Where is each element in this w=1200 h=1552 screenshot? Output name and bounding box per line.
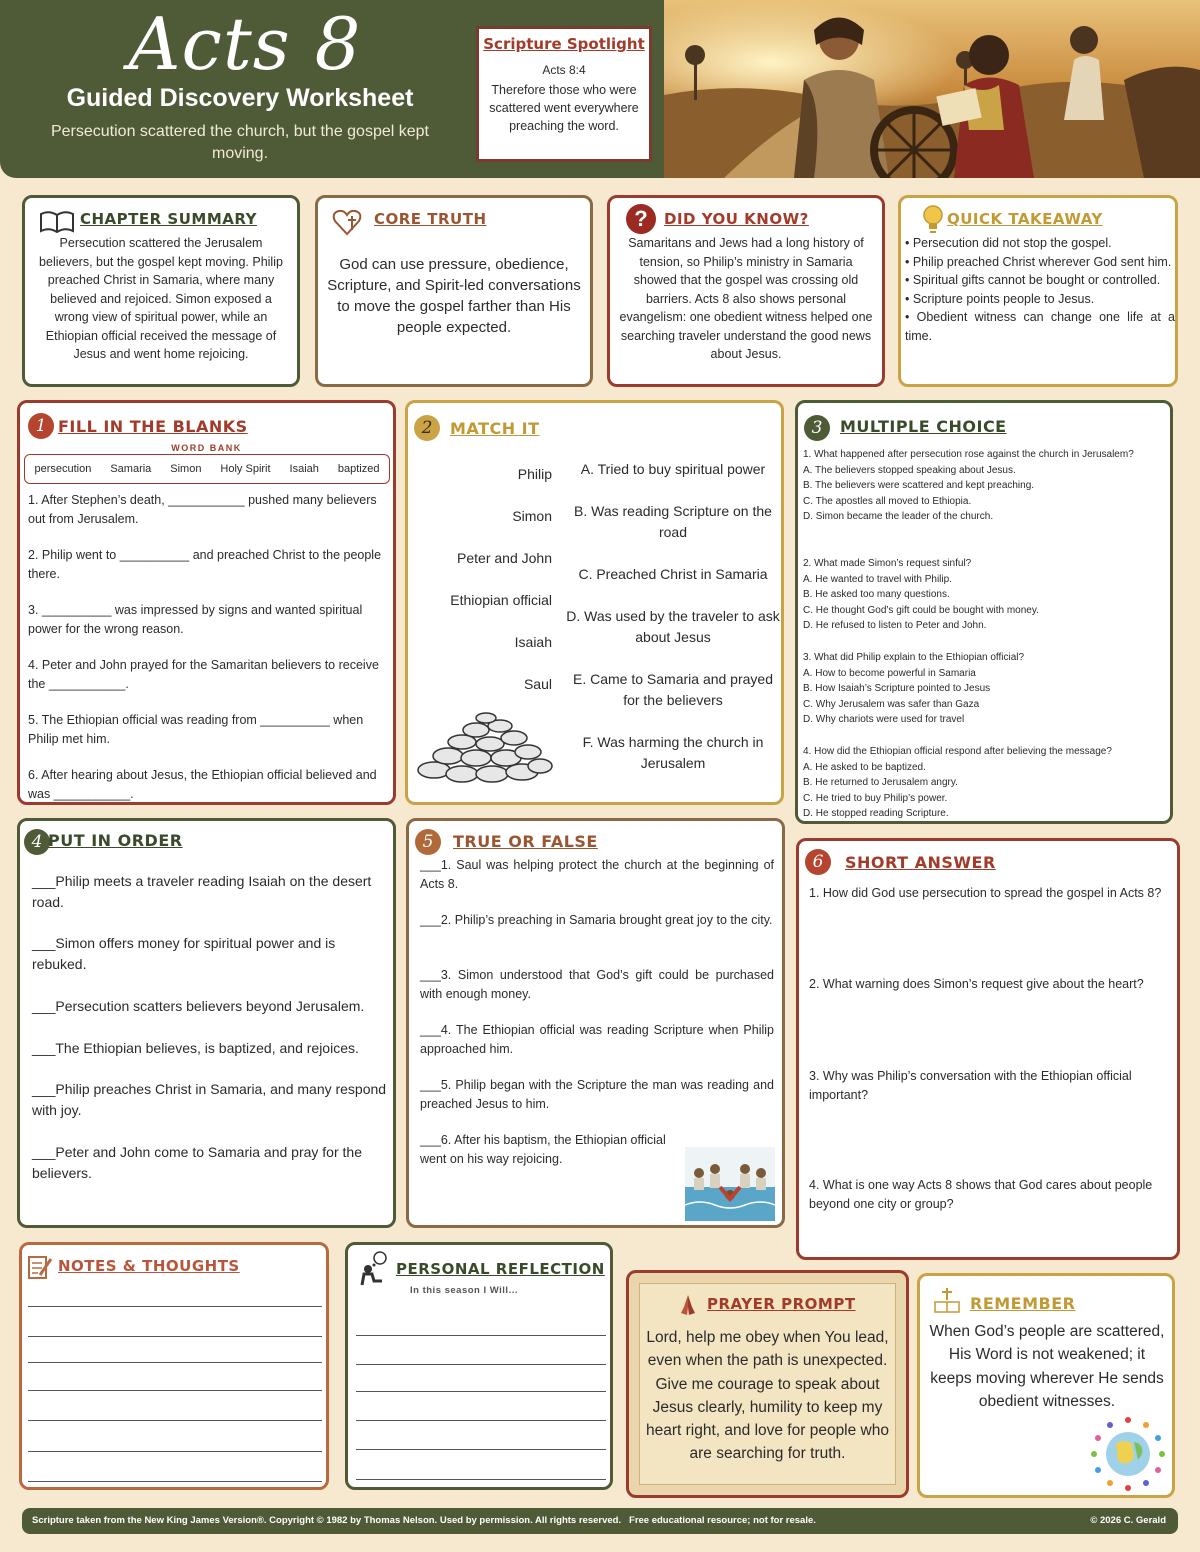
true-or-false-card bbox=[406, 818, 785, 1228]
header-banner bbox=[0, 0, 664, 178]
fill-blank-item[interactable]: 2. Philip went to __________ and preached Christ to the people there. bbox=[28, 548, 382, 581]
notes-line[interactable] bbox=[28, 1306, 322, 1307]
true-or-false-title: TRUE OR FALSE bbox=[453, 832, 598, 851]
spotlight-verse: Therefore those who were scattered went everywhere preaching the word. bbox=[489, 83, 639, 133]
word-bank-item: baptized bbox=[337, 463, 380, 475]
notes-line[interactable] bbox=[28, 1451, 322, 1452]
mc-option[interactable]: B. He asked too many questions. bbox=[803, 589, 950, 601]
word-bank-item: Isaiah bbox=[289, 463, 319, 475]
match-right-column bbox=[564, 459, 782, 774]
match-right-item[interactable]: D. Was used by the traveler to ask about Jesus bbox=[566, 608, 780, 645]
baptism-illustration bbox=[685, 1147, 775, 1226]
core-truth-card bbox=[315, 195, 593, 387]
did-you-know-text: Samaritans and Jews had a long history of tension, so Philip’s ministry in Samaria showed that the gospel was crossing old barriers. Acts 8 also shows personal evangelism: one obedient witness helped one searching traveler understand the good news about Jesus. bbox=[619, 236, 873, 361]
fill-blank-item[interactable]: 1. After Stephen’s death, ___________ pushed many believers out from Jerusalem. bbox=[28, 493, 377, 526]
world-people-circle-illustration bbox=[1088, 1414, 1168, 1499]
reflection-line[interactable] bbox=[356, 1335, 606, 1336]
mc-option[interactable]: A. How to become powerful in Samaria bbox=[803, 667, 976, 679]
order-item[interactable]: ___The Ethiopian believes, is baptized, and rejoices. bbox=[32, 1040, 359, 1056]
match-right-item[interactable]: B. Was reading Scripture on the road bbox=[574, 503, 772, 540]
tf-item[interactable]: ___1. Saul was helping protect the church at the beginning of Acts 8. bbox=[420, 858, 774, 891]
footer-bar bbox=[22, 1508, 1178, 1534]
word-bank-item: Samaria bbox=[110, 463, 152, 475]
fill-in-blanks-card bbox=[17, 400, 396, 805]
mc-question bbox=[803, 650, 1165, 744]
mc-option[interactable]: A. He wanted to travel with Philip. bbox=[803, 573, 952, 585]
prayer-prompt-title: PRAYER PROMPT bbox=[707, 1295, 856, 1313]
takeaway-item: • Persecution did not stop the gospel. bbox=[905, 236, 1112, 250]
core-truth-text: God can use pressure, obedience, Scripture, and Spirit-led conversations to move the gospel farther than His people expected. bbox=[327, 256, 581, 336]
put-in-order-card bbox=[17, 818, 396, 1228]
match-right-item[interactable]: F. Was harming the church in Jerusalem bbox=[582, 734, 764, 771]
philip-and-ethiopian-illustration bbox=[664, 0, 1200, 178]
notes-line[interactable] bbox=[28, 1481, 322, 1482]
prayer-prompt-text: Lord, help me obey when You lead, even when the path is unexpected. Give me courage to speak about Jesus clearly, humility to keep my heart right, and love for people who are searching for truth. bbox=[646, 1329, 889, 1463]
match-left-item[interactable]: Saul bbox=[523, 676, 552, 692]
mc-option[interactable]: B. How Isaiah’s Scripture pointed to Jesus bbox=[803, 683, 991, 695]
question-mark-icon: ? bbox=[626, 204, 656, 234]
match-right-item[interactable]: E. Came to Samaria and prayed for the believers bbox=[573, 671, 773, 708]
notes-line[interactable] bbox=[28, 1362, 322, 1363]
mc-option[interactable]: C. He tried to buy Philip’s power. bbox=[803, 792, 948, 804]
word-bank-item: Simon bbox=[170, 463, 202, 475]
praying-hands-icon bbox=[677, 1293, 699, 1322]
remember-title: REMEMBER bbox=[970, 1294, 1076, 1313]
takeaway-item: • Scripture points people to Jesus. bbox=[905, 291, 1095, 306]
section-number-6: 6 bbox=[805, 849, 831, 875]
mc-option[interactable]: B. The believers were scattered and kept preaching. bbox=[803, 480, 1035, 492]
multiple-choice-list bbox=[803, 447, 1165, 822]
word-bank-item: Holy Spirit bbox=[220, 463, 271, 475]
reflection-line[interactable] bbox=[356, 1479, 606, 1480]
thinking-person-icon bbox=[356, 1251, 390, 1292]
chapter-summary-text: Persecution scattered the Jerusalem believers, but the gospel kept moving. Philip preached Christ in Samaria, where many believed and rejoiced. Simon exposed a wrong view of spiritual power, while an Ethiopian official received the message of Jesus and went home rejoicing. bbox=[39, 236, 283, 361]
reflection-line[interactable] bbox=[356, 1391, 606, 1392]
copyright-notice: Scripture taken from the New King James Version®. Copyright © 1982 by Thomas Nelson. Used by permission. All rights reserved. Free educational resource; not for resale. bbox=[32, 1515, 816, 1526]
fill-blank-item[interactable]: 3. __________ was impressed by signs and wanted spiritual power for the wrong reason. bbox=[28, 603, 363, 636]
order-item[interactable]: ___Philip meets a traveler reading Isaiah on the desert road. bbox=[32, 873, 372, 910]
order-item[interactable]: ___Simon offers money for spiritual power and is rebuked. bbox=[32, 935, 336, 972]
order-item[interactable]: ___Persecution scatters believers beyond Jerusalem. bbox=[32, 998, 365, 1014]
reflection-line[interactable] bbox=[356, 1449, 606, 1450]
mc-option[interactable]: D. Simon became the leader of the church. bbox=[803, 511, 994, 523]
notes-line[interactable] bbox=[28, 1420, 322, 1421]
word-bank-item: persecution bbox=[34, 463, 92, 475]
short-answer-question[interactable]: 1. How did God use persecution to spread the gospel in Acts 8? bbox=[809, 886, 1162, 900]
multiple-choice-card bbox=[795, 400, 1173, 824]
quick-takeaway-card bbox=[898, 195, 1178, 387]
reflection-line[interactable] bbox=[356, 1420, 606, 1421]
tf-item[interactable]: ___3. Simon understood that God’s gift could be purchased with enough money. bbox=[420, 968, 774, 1001]
mc-option[interactable]: C. He thought God’s gift could be bought with money. bbox=[803, 604, 1039, 616]
tf-item[interactable]: ___4. The Ethiopian official was reading Scripture when Philip approached him. bbox=[420, 1023, 774, 1056]
word-bank-label: WORD BANK bbox=[171, 443, 242, 453]
mc-option[interactable]: A. The believers stopped speaking about Jesus. bbox=[803, 464, 1016, 476]
mc-question-text: 4. How did the Ethiopian official respond after believing the message? bbox=[803, 746, 1112, 757]
notepad-pencil-icon bbox=[26, 1253, 54, 1286]
match-left-item[interactable]: Philip bbox=[517, 466, 552, 482]
notes-title: NOTES & THOUGHTS bbox=[58, 1257, 240, 1275]
page-subtitle: Guided Discovery Worksheet bbox=[66, 84, 414, 112]
short-answer-question[interactable]: 2. What warning does Simon’s request give about the heart? bbox=[809, 977, 1144, 991]
fill-blank-item[interactable]: 4. Peter and John prayed for the Samaritan believers to receive the ___________. bbox=[28, 658, 379, 691]
mc-question bbox=[803, 556, 1165, 650]
section-number-1: 1 bbox=[28, 413, 54, 439]
fill-blank-item[interactable]: 5. The Ethiopian official was reading from __________ when Philip met him. bbox=[28, 713, 364, 746]
author-credit: © 2026 C. Gerald bbox=[1090, 1515, 1166, 1526]
mc-option[interactable]: B. He returned to Jerusalem angry. bbox=[803, 777, 958, 789]
tf-item[interactable]: ___5. Philip began with the Scripture the man was reading and preached Jesus to him. bbox=[420, 1078, 774, 1111]
remember-card bbox=[917, 1273, 1175, 1498]
personal-reflection-card bbox=[345, 1242, 613, 1490]
match-left-item[interactable]: Peter and John bbox=[457, 550, 552, 566]
short-answer-question[interactable]: 4. What is one way Acts 8 shows that God cares about people beyond one city or group? bbox=[809, 1178, 1153, 1211]
chapter-summary-card bbox=[22, 195, 300, 387]
tf-item[interactable]: ___2. Philip’s preaching in Samaria brought great joy to the city. bbox=[420, 913, 773, 927]
mc-question bbox=[803, 744, 1165, 822]
mc-option[interactable]: A. He asked to be baptized. bbox=[803, 761, 926, 773]
core-truth-title: CORE TRUTH bbox=[374, 210, 487, 228]
tf-item[interactable]: ___6. After his baptism, the Ethiopian official went on his way rejoicing. bbox=[420, 1133, 666, 1166]
spotlight-title: Scripture Spotlight bbox=[483, 35, 645, 53]
section-number-5: 5 bbox=[415, 829, 441, 855]
match-left-item[interactable]: Ethiopian official bbox=[450, 592, 552, 608]
quick-takeaway-title: QUICK TAKEAWAY bbox=[947, 210, 1103, 228]
page-title: Acts 8 bbox=[128, 2, 362, 86]
short-answer-question[interactable]: 3. Why was Philip’s conversation with the Ethiopian official important? bbox=[809, 1069, 1132, 1102]
mc-question bbox=[803, 447, 1165, 556]
order-list bbox=[32, 871, 392, 1184]
bible-cross-icon bbox=[932, 1286, 962, 1321]
silver-coins-illustration bbox=[414, 708, 554, 789]
order-item[interactable]: ___Philip preaches Christ in Samaria, and many respond with joy. bbox=[32, 1081, 387, 1118]
fill-in-blanks-title: FILL IN THE BLANKS bbox=[58, 417, 248, 436]
takeaway-item: • Spiritual gifts cannot be bought or controlled. bbox=[905, 273, 1161, 287]
heart-cross-icon bbox=[332, 208, 362, 241]
section-number-4: 4 bbox=[24, 829, 50, 855]
scripture-spotlight bbox=[476, 26, 652, 162]
worksheet-header bbox=[0, 0, 1200, 178]
mc-question-text: 3. What did Philip explain to the Ethiopian official? bbox=[803, 652, 1025, 663]
section-number-3: 3 bbox=[804, 415, 830, 441]
personal-reflection-title: PERSONAL REFLECTION bbox=[396, 1260, 605, 1278]
match-left-item[interactable]: Isaiah bbox=[514, 634, 552, 650]
mc-option[interactable]: D. He refused to listen to Peter and John. bbox=[803, 620, 987, 632]
quick-takeaway-list bbox=[905, 234, 1175, 345]
reflection-prompt: In this season I Will... bbox=[410, 1285, 518, 1296]
match-it-title: MATCH IT bbox=[450, 419, 540, 438]
prayer-prompt-card bbox=[626, 1270, 909, 1498]
reflection-line[interactable] bbox=[356, 1364, 606, 1365]
short-answer-title: SHORT ANSWER bbox=[845, 853, 996, 872]
match-right-item[interactable]: C. Preached Christ in Samaria bbox=[578, 566, 768, 582]
word-bank bbox=[24, 454, 390, 484]
match-right-item[interactable]: A. Tried to buy spiritual power bbox=[580, 461, 766, 477]
mc-option[interactable]: C. Why Jerusalem was safer than Gaza bbox=[803, 698, 980, 710]
put-in-order-title: PUT IN ORDER bbox=[48, 831, 183, 850]
mc-question-text: 2. What made Simon’s request sinful? bbox=[803, 558, 972, 569]
multiple-choice-title: MULTIPLE CHOICE bbox=[840, 417, 1007, 436]
match-left-item[interactable]: Simon bbox=[512, 508, 552, 524]
page-tagline: Persecution scattered the church, but the gospel kept moving. bbox=[50, 123, 429, 162]
takeaway-item: • Obedient witness can change one life at a time. bbox=[905, 310, 1175, 343]
order-item[interactable]: ___Peter and John come to Samaria and pray for the believers. bbox=[32, 1144, 362, 1181]
match-it-card bbox=[405, 400, 784, 805]
mc-option[interactable]: D. Why chariots were used for travel bbox=[803, 714, 965, 726]
fill-blank-item[interactable]: 6. After hearing about Jesus, the Ethiopian official believed and was ___________. bbox=[28, 768, 377, 801]
mc-question-text: 1. What happened after persecution rose against the church in Jerusalem? bbox=[803, 449, 1134, 460]
notes-card bbox=[19, 1242, 329, 1490]
takeaway-item: • Philip preached Christ wherever God sent him. bbox=[905, 254, 1172, 269]
did-you-know-card bbox=[607, 195, 885, 387]
section-number-2: 2 bbox=[414, 415, 440, 441]
match-left-column bbox=[418, 463, 552, 715]
mc-option[interactable]: D. He stopped reading Scripture. bbox=[803, 808, 949, 820]
notes-line[interactable] bbox=[28, 1390, 322, 1391]
tf-list bbox=[420, 856, 774, 1168]
chapter-summary-title: CHAPTER SUMMARY bbox=[80, 210, 257, 228]
mc-option[interactable]: C. The apostles all moved to Ethiopia. bbox=[803, 495, 972, 507]
did-you-know-title: DID YOU KNOW? bbox=[664, 210, 809, 228]
short-answer-card bbox=[796, 838, 1180, 1260]
notes-line[interactable] bbox=[28, 1336, 322, 1337]
remember-text: When God’s people are scattered, His Word is not weakened; it keeps moving wherever He sends obedient witnesses. bbox=[929, 1323, 1165, 1410]
spotlight-reference: Acts 8:4 bbox=[542, 63, 586, 77]
